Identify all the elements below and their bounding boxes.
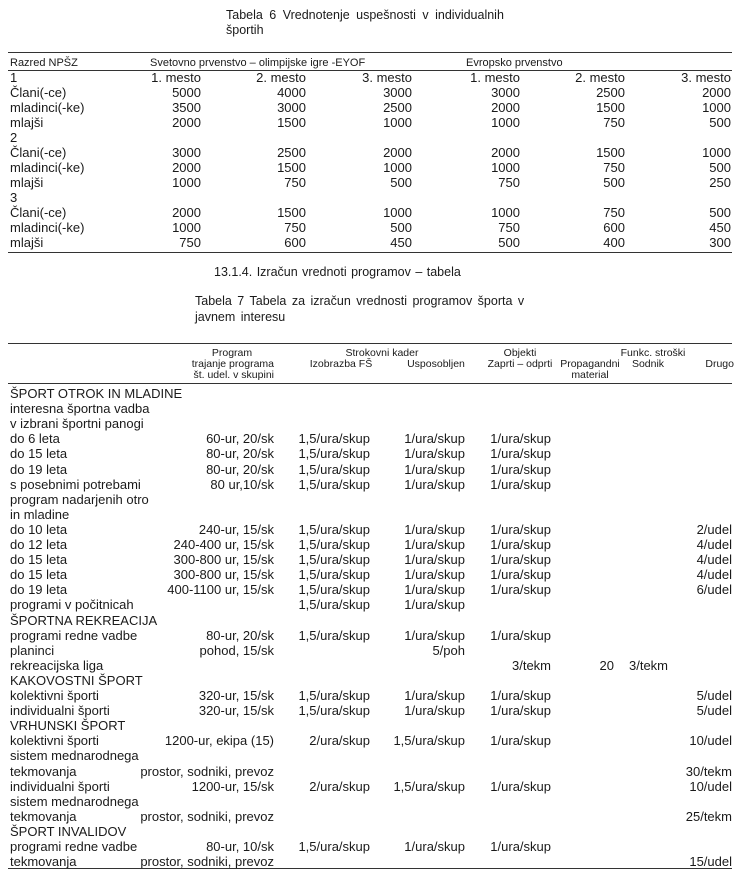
table7-cell-drugo: 4/udel	[696, 552, 732, 567]
table7-cell-program: 240-ur, 15/sk	[198, 522, 274, 537]
table6-cell: 750	[603, 205, 625, 220]
table6-row-label: mladinci(-ke)	[10, 220, 85, 235]
table6-cell: 450	[390, 235, 412, 250]
table7-row-label: tekmovanja	[10, 764, 77, 779]
table6-cell: 1000	[172, 220, 201, 235]
table7-cell-objekti: 3/tekm	[511, 658, 551, 673]
table7-header-program-l2: trajanje programa	[191, 358, 274, 370]
table7-cell-uspos: 1/ura/skup	[404, 703, 465, 718]
table6-cell: 2000	[702, 85, 731, 100]
table7-cell-drugo: 2/udel	[696, 522, 732, 537]
table7-cell-objekti: 1/ura/skup	[490, 537, 551, 552]
table7-cell-objekti: 1/ura/skup	[490, 462, 551, 477]
table7-header-propagandni-l2: material	[571, 369, 609, 381]
table7-cell-izob: 1,5/ura/skup	[298, 537, 370, 552]
table7-cell-sodnik: 3/tekm	[628, 658, 668, 673]
table7-cell-program: 300-800 ur, 15/sk	[173, 552, 274, 567]
table7-cell-drugo: 25/tekm	[685, 809, 732, 824]
table7-row-label: ŠPORT INVALIDOV	[10, 824, 127, 839]
table7-cell-uspos: 1/ura/skup	[404, 446, 465, 461]
table6-cell: 250	[709, 175, 731, 190]
table7-cell-uspos: 1/ura/skup	[404, 582, 465, 597]
table6-cell: 5000	[172, 85, 201, 100]
table6-cell: 450	[709, 220, 731, 235]
table7-row-label: do 10 leta	[10, 522, 68, 537]
table6-cell: 500	[603, 175, 625, 190]
table7-cell-izob: 1,5/ura/skup	[298, 582, 370, 597]
table7-cell-uspos: 1,5/ura/skup	[393, 779, 465, 794]
table6-cell: 3000	[172, 145, 201, 160]
table6-cell: 3. mesto	[362, 70, 412, 85]
table7-cell-program: 80 ur,10/sk	[210, 477, 274, 492]
table6-cell: 2500	[277, 145, 306, 160]
table7-cell-izob: 1,5/ura/skup	[298, 462, 370, 477]
table6-cell: 750	[498, 220, 520, 235]
table6-cell: 1000	[702, 145, 731, 160]
table6-cell: 2000	[172, 160, 201, 175]
table7-cell-program: prostor, sodniki, prevoz	[140, 809, 274, 824]
table7-header-program-l1: Program	[211, 347, 253, 359]
table6-cell: 400	[603, 235, 625, 250]
table7-cell-izob: 1,5/ura/skup	[298, 552, 370, 567]
table7-header-funkc: Funkc. stroški	[620, 347, 686, 359]
table7-cell-program: prostor, sodniki, prevoz	[140, 764, 274, 779]
table6-row-label: 1	[10, 70, 18, 85]
table6-cell: 3000	[383, 85, 412, 100]
table7-cell-uspos: 1/ura/skup	[404, 597, 465, 612]
table7-row-label: rekreacijska liga	[10, 658, 104, 673]
table7-row-label: programi redne vadbe	[10, 628, 138, 643]
table7-cell-izob: 1,5/ura/skup	[298, 522, 370, 537]
table7-cell-izob: 1,5/ura/skup	[298, 431, 370, 446]
table7-cell-program: 80-ur, 20/sk	[206, 628, 274, 643]
table7-row-label: planinci	[10, 643, 55, 658]
table7-cell-drugo: 10/udel	[689, 779, 732, 794]
table7-cell-uspos: 1,5/ura/skup	[393, 733, 465, 748]
table7-cell-objekti: 1/ura/skup	[490, 839, 551, 854]
table7-cell-izob: 1,5/ura/skup	[298, 703, 370, 718]
table7-row-label: individualni športi	[10, 779, 110, 794]
table6-header-euro: Evropsko prvenstvo	[466, 57, 563, 69]
table7-row-label: in mladine	[10, 507, 70, 522]
table7-row-label: sistem mednarodnega	[10, 794, 139, 809]
table6-cell: 1500	[277, 205, 306, 220]
table7-cell-uspos: 1/ura/skup	[404, 628, 465, 643]
table7-cell-izob: 1,5/ura/skup	[298, 597, 370, 612]
table6-cell: 2500	[596, 85, 625, 100]
table6-bottom-rule	[8, 252, 732, 253]
table7-cell-uspos: 1/ura/skup	[404, 477, 465, 492]
table6-row-label: mlajši	[10, 115, 44, 130]
table6-cell: 1500	[277, 115, 306, 130]
table7-row-label: do 6 leta	[10, 431, 60, 446]
table6-cell: 1. mesto	[470, 70, 520, 85]
table7-cell-prop: 20	[599, 658, 614, 673]
table7-row-label: do 19 leta	[10, 462, 68, 477]
table7-row-label: programi v počitnicah	[10, 597, 134, 612]
table6-caption-line1: Tabela 6 Vrednotenje uspešnosti v individualnih	[226, 8, 504, 22]
table7-row-label: kolektivni športi	[10, 733, 99, 748]
table7-row-label: program nadarjenih otro	[10, 492, 149, 507]
table6-cell: 1500	[277, 160, 306, 175]
section-heading: 13.1.4. Izračun vrednoti programov – tabela	[214, 265, 461, 279]
table6-row-label: Člani(-ce)	[10, 145, 67, 160]
table6-cell: 3. mesto	[681, 70, 731, 85]
table6-cell: 750	[498, 175, 520, 190]
table6-caption-line2: športih	[226, 23, 264, 37]
table7-row-label: programi redne vadbe	[10, 839, 138, 854]
table7-cell-program: 400-1100 ur, 15/sk	[167, 582, 274, 597]
table6-cell: 500	[709, 115, 731, 130]
table7-header-usposobljen: Usposobljen	[407, 358, 465, 370]
table6-cell: 2000	[491, 100, 520, 115]
table6-row-label: mladinci(-ke)	[10, 160, 85, 175]
table7-cell-objekti: 1/ura/skup	[490, 552, 551, 567]
table7-cell-uspos: 1/ura/skup	[404, 537, 465, 552]
table7-header-kader: Strokovni kader	[345, 347, 419, 359]
table7-cell-uspos: 1/ura/skup	[404, 462, 465, 477]
table7-row-label: tekmovanja	[10, 809, 77, 824]
table6-top-rule	[8, 52, 732, 53]
table6-row-label: 2	[10, 130, 18, 145]
table7-cell-program: 320-ur, 15/sk	[198, 688, 274, 703]
table6-row-label: Člani(-ce)	[10, 85, 67, 100]
table7-row-label: s posebnimi potrebami	[10, 477, 141, 492]
table7-row-label: do 19 leta	[10, 582, 68, 597]
table7-row-label: do 12 leta	[10, 537, 68, 552]
table7-cell-drugo: 10/udel	[689, 733, 732, 748]
table7-row-label: ŠPORT OTROK IN MLADINE	[10, 386, 183, 401]
table7-row-label: do 15 leta	[10, 567, 68, 582]
table6-cell: 4000	[277, 85, 306, 100]
table7-cell-program: 80-ur, 10/sk	[206, 839, 274, 854]
table7-cell-izob: 1,5/ura/skup	[298, 839, 370, 854]
table6-cell: 1000	[491, 205, 520, 220]
table6-cell: 1500	[596, 100, 625, 115]
table7-row-label: ŠPORTNA REKREACIJA	[10, 613, 158, 628]
table6-cell: 500	[498, 235, 520, 250]
table6-cell: 2. mesto	[575, 70, 625, 85]
table7-cell-program: 1200-ur, ekipa (15)	[164, 733, 274, 748]
table7-cell-objekti: 1/ura/skup	[490, 477, 551, 492]
table6-cell: 750	[603, 115, 625, 130]
table6-row-label: mlajši	[10, 175, 44, 190]
table7-row-label: sistem mednarodnega	[10, 748, 139, 763]
table7-cell-izob: 2/ura/skup	[309, 733, 370, 748]
table7-header-propagandni-l1: Propagandni	[560, 358, 620, 370]
table6-cell: 1000	[383, 205, 412, 220]
table6-cell: 500	[709, 205, 731, 220]
table6-cell: 2. mesto	[256, 70, 306, 85]
table7-cell-drugo: 5/udel	[696, 688, 732, 703]
table6-row-label: mladinci(-ke)	[10, 100, 85, 115]
table6-cell: 2500	[383, 100, 412, 115]
table7-cell-program: pohod, 15/sk	[199, 643, 274, 658]
table7-cell-objekti: 1/ura/skup	[490, 779, 551, 794]
table6-cell: 1000	[491, 160, 520, 175]
table6-header-razred: Razred NPŠZ	[10, 57, 78, 69]
table7-caption-line1: Tabela 7 Tabela za izračun vrednosti programov športa v	[195, 294, 525, 308]
table7-cell-izob: 1,5/ura/skup	[298, 688, 370, 703]
table6-row-label: mlajši	[10, 235, 44, 250]
table7-top-rule	[8, 343, 732, 344]
table7-cell-program: 300-800 ur, 15/sk	[173, 567, 274, 582]
table7-header-sodnik: Sodnik	[631, 358, 665, 370]
table7-cell-drugo: 30/tekm	[685, 764, 732, 779]
table6-row-label: Člani(-ce)	[10, 205, 67, 220]
table7-cell-uspos: 1/ura/skup	[404, 567, 465, 582]
table7-cell-objekti: 1/ura/skup	[490, 431, 551, 446]
table6-cell: 2000	[172, 115, 201, 130]
table7-row-label: v izbrani športni panogi	[10, 416, 144, 431]
table6-cell: 1000	[172, 175, 201, 190]
table6-cell: 750	[284, 175, 306, 190]
table7-cell-objekti: 1/ura/skup	[490, 703, 551, 718]
table7-cell-program: 240-400 ur, 15/sk	[173, 537, 274, 552]
table7-header-objekti-l1: Objekti	[503, 347, 537, 359]
table7-cell-izob: 1,5/ura/skup	[298, 446, 370, 461]
table6-cell: 600	[603, 220, 625, 235]
table7-row-label: VRHUNSKI ŠPORT	[10, 718, 126, 733]
table7-header-drugo: Drugo	[705, 358, 734, 370]
table7-cell-objekti: 1/ura/skup	[490, 582, 551, 597]
table6-cell: 750	[179, 235, 201, 250]
table7-row-label: tekmovanja	[10, 854, 77, 869]
table7-cell-objekti: 1/ura/skup	[490, 446, 551, 461]
table7-cell-objekti: 1/ura/skup	[490, 628, 551, 643]
table7-cell-drugo: 6/udel	[696, 582, 732, 597]
table7-cell-objekti: 1/ura/skup	[490, 688, 551, 703]
table6-cell: 500	[709, 160, 731, 175]
table7-cell-drugo: 15/udel	[689, 854, 732, 869]
table7-cell-objekti: 1/ura/skup	[490, 522, 551, 537]
table6-cell: 2000	[383, 145, 412, 160]
table7-cell-uspos: 1/ura/skup	[404, 522, 465, 537]
table6-cell: 3000	[277, 100, 306, 115]
table6-cell: 2000	[491, 145, 520, 160]
table7-cell-uspos: 1/ura/skup	[404, 688, 465, 703]
table7-cell-drugo: 4/udel	[696, 537, 732, 552]
table6-row-label: 3	[10, 190, 18, 205]
table7-caption-line2: javnem interesu	[195, 310, 286, 324]
table7-header-rule	[8, 383, 732, 384]
table7-row-label: individualni športi	[10, 703, 110, 718]
table6-cell: 1000	[383, 160, 412, 175]
table7-cell-program: prostor, sodniki, prevoz	[140, 854, 274, 869]
table7-cell-izob: 2/ura/skup	[309, 779, 370, 794]
table6-cell: 600	[284, 235, 306, 250]
table6-cell: 1000	[383, 115, 412, 130]
table7-cell-program: 320-ur, 15/sk	[198, 703, 274, 718]
table7-row-label: KAKOVOSTNI ŠPORT	[10, 673, 143, 688]
table7-cell-program: 60-ur, 20/sk	[206, 431, 274, 446]
table7-cell-objekti: 1/ura/skup	[490, 567, 551, 582]
table7-cell-uspos: 5/poh	[432, 643, 465, 658]
table6-cell: 500	[390, 175, 412, 190]
table7-cell-izob: 1,5/ura/skup	[298, 477, 370, 492]
table6-cell: 2000	[172, 205, 201, 220]
table6-cell: 1000	[491, 115, 520, 130]
table6-header-world: Svetovno prvenstvo – olimpijske igre -EYOF	[150, 57, 366, 69]
table7-header-objekti-l2: Zaprti – odprti	[487, 358, 553, 370]
table6-cell: 3500	[172, 100, 201, 115]
table7-row-label: interesna športna vadba	[10, 401, 150, 416]
table7-cell-program: 1200-ur, 15/sk	[191, 779, 274, 794]
table7-cell-objekti: 1/ura/skup	[490, 733, 551, 748]
table6-cell: 1500	[596, 145, 625, 160]
table7-header-izobrazba: Izobrazba FŠ	[309, 358, 373, 370]
table7-cell-drugo: 5/udel	[696, 703, 732, 718]
table7-cell-program: 80-ur, 20/sk	[206, 446, 274, 461]
table6-cell: 1. mesto	[151, 70, 201, 85]
table6-cell: 500	[390, 220, 412, 235]
table6-cell: 750	[603, 160, 625, 175]
table7-cell-program: 80-ur, 20/sk	[206, 462, 274, 477]
table7-bottom-rule	[8, 868, 732, 869]
table7-cell-drugo: 4/udel	[696, 567, 732, 582]
table7-row-label: kolektivni športi	[10, 688, 99, 703]
table6-cell: 300	[709, 235, 731, 250]
table7-row-label: do 15 leta	[10, 552, 68, 567]
table7-cell-uspos: 1/ura/skup	[404, 552, 465, 567]
table7-row-label: do 15 leta	[10, 446, 68, 461]
table7-cell-uspos: 1/ura/skup	[404, 431, 465, 446]
table6-cell: 750	[284, 220, 306, 235]
table7-cell-izob: 1,5/ura/skup	[298, 628, 370, 643]
table7-header-program-l3: št. udel. v skupini	[193, 369, 274, 381]
table7-cell-izob: 1,5/ura/skup	[298, 567, 370, 582]
table7-cell-uspos: 1/ura/skup	[404, 839, 465, 854]
table6-cell: 1000	[702, 100, 731, 115]
table6-cell: 3000	[491, 85, 520, 100]
